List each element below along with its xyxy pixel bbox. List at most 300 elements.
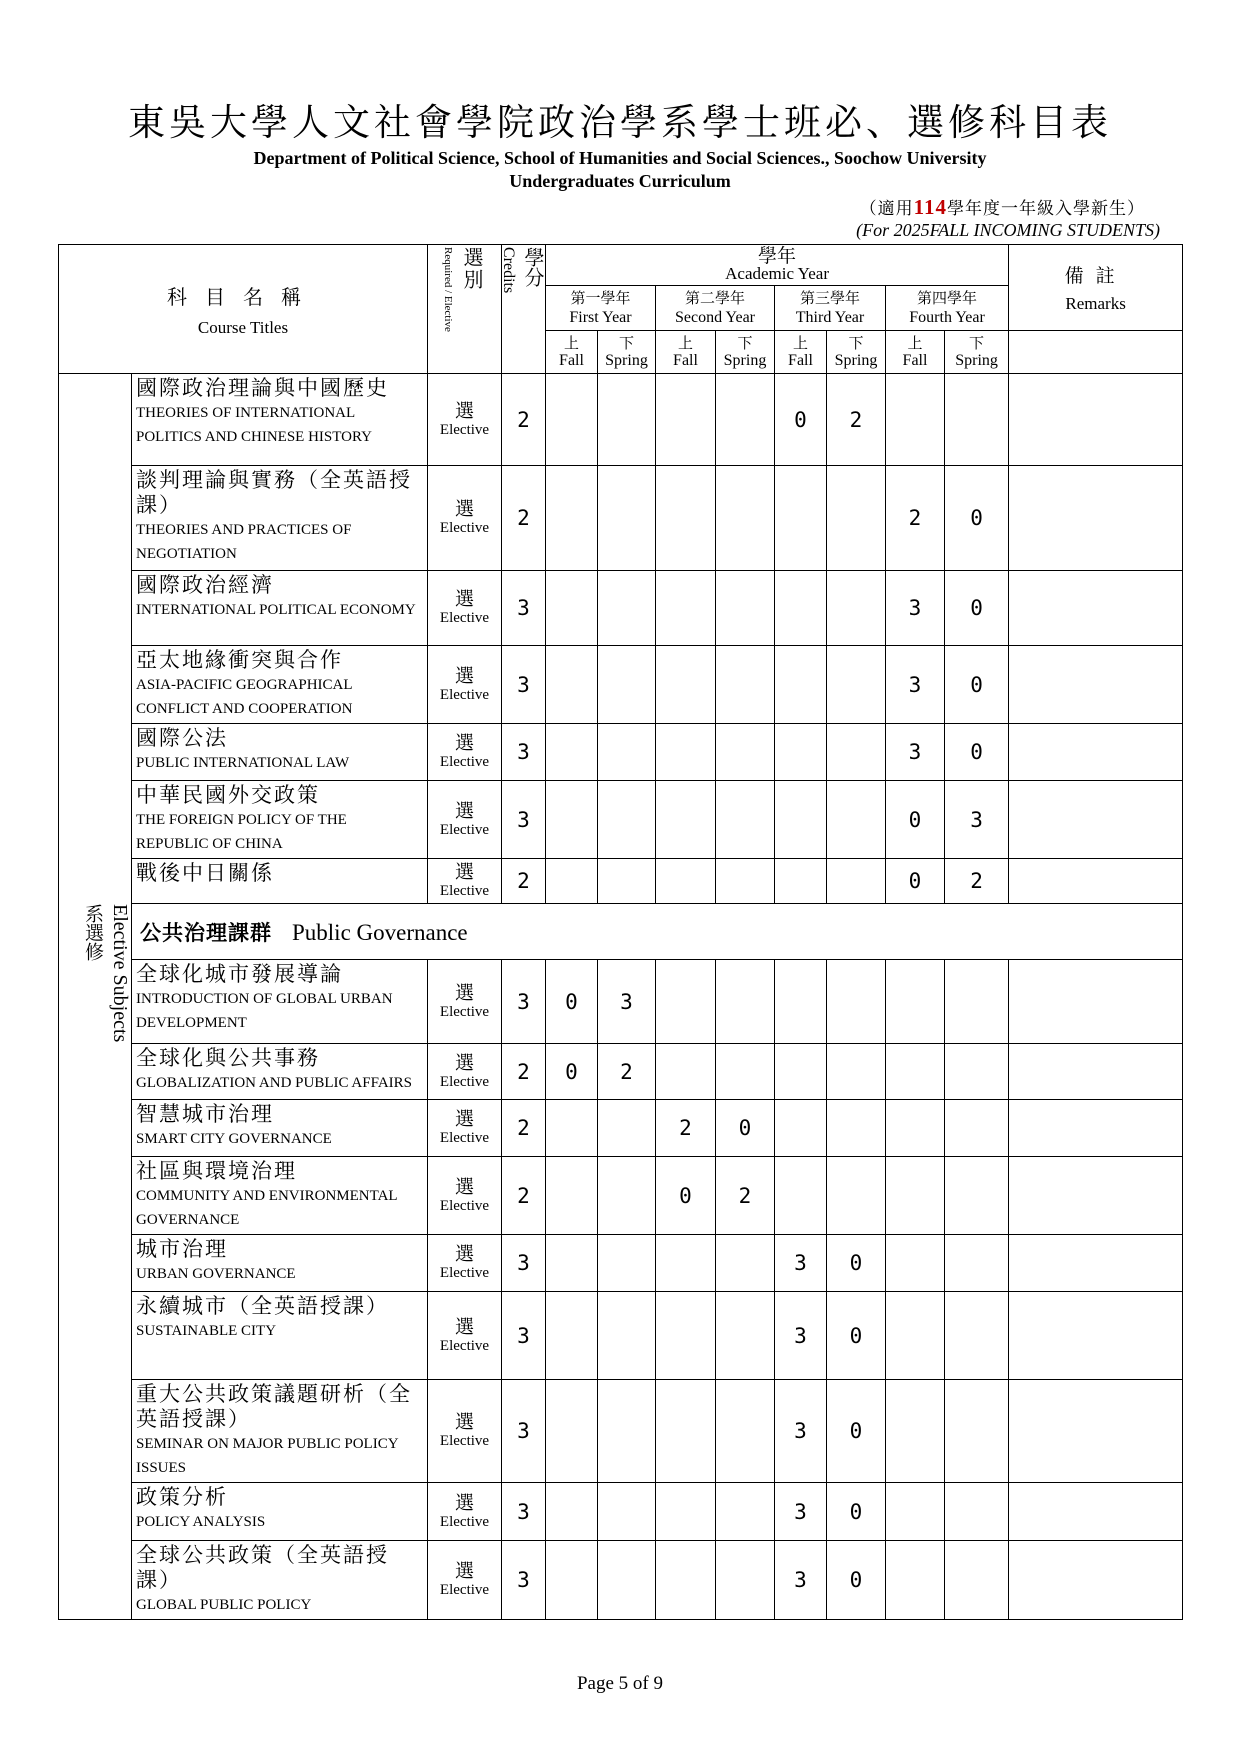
- semester-credit-cell: [656, 1483, 716, 1541]
- semester-credit-cell: [886, 1541, 945, 1620]
- semester-credit-cell: [945, 1541, 1009, 1620]
- group-title-en: Public Governance: [292, 919, 468, 945]
- course-title-en: GLOBAL PUBLIC POLICY: [136, 1597, 312, 1613]
- required-elective-header: [428, 245, 502, 374]
- course-title-zh: 戰後中日關係: [136, 861, 274, 885]
- applicability-note-en: (For 2025FALL INCOMING STUDENTS): [856, 220, 1160, 240]
- course-credits: 3: [502, 1292, 546, 1380]
- course-title-zh: 全球公共政策（全英語授課）: [136, 1543, 389, 1592]
- semester-credit-cell: 0: [827, 1380, 886, 1483]
- course-credits: 2: [502, 374, 546, 466]
- semester-credit-cell: [716, 1541, 775, 1620]
- semester-credit-cell: [945, 1100, 1009, 1157]
- applicability-note: [860, 194, 1145, 220]
- semester-credit-cell: [827, 781, 886, 859]
- semester-credit-cell: [945, 1292, 1009, 1380]
- course-type-en: Elective: [439, 1073, 490, 1090]
- semester-credit-cell: [886, 1044, 945, 1100]
- semester-header-zh: 下: [969, 334, 985, 353]
- semester-credit-cell: [598, 1483, 656, 1541]
- course-type-zh: 選: [454, 1560, 474, 1582]
- course-type-zh: 選: [454, 1411, 474, 1433]
- remarks-cell: [1009, 1292, 1183, 1380]
- course-title-cell: [132, 374, 428, 466]
- remarks-cell: [1009, 466, 1183, 571]
- course-type-cell: [428, 1100, 502, 1157]
- course-credits: 3: [502, 781, 546, 859]
- semester-credit-cell: [827, 960, 886, 1044]
- remarks-cell: [1009, 960, 1183, 1044]
- course-type-zh: 選: [454, 1243, 474, 1265]
- semester-credit-cell: [598, 1100, 656, 1157]
- semester-credit-cell: [775, 781, 827, 859]
- side-label-group: [79, 904, 131, 1042]
- semester-credit-cell: [546, 1235, 598, 1292]
- semester-credit-cell: 3: [886, 571, 945, 646]
- subtitle-line-2: Undergraduates Curriculum: [509, 171, 731, 191]
- semester-credit-cell: [827, 466, 886, 571]
- course-title-en: PUBLIC INTERNATIONAL LAW: [136, 755, 350, 771]
- course-title-cell: [132, 646, 428, 724]
- remarks-subcell: [1009, 331, 1183, 374]
- spring-header-y1: [598, 331, 656, 374]
- remarks-cell: [1009, 1157, 1183, 1235]
- course-credits: 3: [502, 571, 546, 646]
- semester-credit-cell: [775, 466, 827, 571]
- semester-credit-cell: [656, 646, 716, 724]
- course-type-en: Elective: [439, 1130, 490, 1146]
- course-type-zh: 選: [454, 1051, 474, 1074]
- course-title-cell: [132, 1100, 428, 1157]
- course-type-cell: [428, 1380, 502, 1483]
- semester-credit-cell: [827, 646, 886, 724]
- semester-credit-cell: 3: [775, 1483, 827, 1541]
- curriculum-body: [59, 245, 1183, 1620]
- course-title-cell: [132, 1380, 428, 1483]
- course-row: [59, 724, 1183, 781]
- semester-credit-cell: [945, 1380, 1009, 1483]
- semester-credit-cell: [775, 1100, 827, 1157]
- semester-credit-cell: [656, 781, 716, 859]
- course-title-en: GLOBALIZATION AND PUBLIC AFFAIRS: [136, 1075, 412, 1091]
- semester-credit-cell: 0: [656, 1157, 716, 1235]
- semester-credit-cell: [656, 1541, 716, 1620]
- course-type-zh: 選: [454, 861, 474, 883]
- applies-year: 114: [913, 195, 947, 219]
- course-type-en: Elective: [439, 821, 490, 838]
- course-type-cell: [428, 859, 502, 904]
- semester-credit-cell: [827, 1100, 886, 1157]
- academic-year-header-zh: 學年: [758, 244, 797, 267]
- semester-credit-cell: [656, 859, 716, 904]
- course-type-en: Elective: [439, 421, 490, 438]
- semester-credit-cell: 0: [945, 724, 1009, 781]
- semester-credit-cell: [716, 1380, 775, 1483]
- course-row: [59, 374, 1183, 466]
- semester-credit-cell: [716, 1483, 775, 1541]
- semester-credit-cell: [598, 466, 656, 571]
- course-title-zh: 重大公共政策議題研析（全英語授課）: [136, 1382, 412, 1431]
- spring-header-y3: [827, 331, 886, 374]
- semester-credit-cell: 0: [716, 1100, 775, 1157]
- course-credits: 2: [502, 1157, 546, 1235]
- course-type-cell: [428, 571, 502, 646]
- semester-credit-cell: [656, 724, 716, 781]
- semester-credit-cell: [598, 781, 656, 859]
- course-title-cell: [132, 1483, 428, 1541]
- course-type-cell: [428, 960, 502, 1044]
- remarks-header-en: Remarks: [1065, 294, 1126, 314]
- course-credits: 3: [502, 724, 546, 781]
- year-1-header: [546, 285, 656, 331]
- semester-credit-cell: 0: [886, 781, 945, 859]
- course-type-en: Elective: [439, 1433, 490, 1449]
- semester-credit-cell: [716, 466, 775, 571]
- semester-credit-cell: 3: [945, 781, 1009, 859]
- semester-credit-cell: [598, 1541, 656, 1620]
- semester-credit-cell: [716, 781, 775, 859]
- document-title: 東吳大學人文社會學院政治學系學士班必、選修科目表: [128, 101, 1112, 144]
- semester-credit-cell: [546, 1292, 598, 1380]
- course-type-zh: 選: [454, 981, 474, 1004]
- course-title-cell: [132, 1044, 428, 1100]
- course-type-en: Elective: [439, 754, 490, 770]
- year-4-header: [886, 285, 1009, 331]
- course-row: [59, 1044, 1183, 1100]
- course-type-cell: [428, 724, 502, 781]
- course-title-en: COMMUNITY AND ENVIRONMENTAL GOVERNANCE: [136, 1188, 398, 1228]
- subtitle-line-1: Department of Political Science, School of Humanities and Social Sciences., Soochow University: [253, 148, 987, 168]
- semester-credit-cell: [546, 1541, 598, 1620]
- course-title-zh: 中華民國外交政策: [136, 783, 320, 807]
- semester-credit-cell: [598, 646, 656, 724]
- course-title-zh: 永續城市（全英語授課）: [136, 1294, 389, 1318]
- course-title-zh: 國際公法: [136, 726, 228, 750]
- semester-credit-cell: [886, 1100, 945, 1157]
- semester-credit-cell: 0: [945, 466, 1009, 571]
- applies-suffix: 學年度一年級入學新生）: [947, 199, 1145, 219]
- year-4-en: Fourth Year: [909, 308, 985, 326]
- semester-credit-cell: 0: [827, 1483, 886, 1541]
- course-credits: 2: [502, 1044, 546, 1100]
- course-title-zh: 社區與環境治理: [136, 1159, 297, 1183]
- semester-credit-cell: [775, 859, 827, 904]
- course-type-cell: [428, 1292, 502, 1380]
- course-credits: 3: [502, 646, 546, 724]
- course-title-zh: 全球化城市發展導論: [136, 962, 343, 986]
- course-titles-header-zh: 科目名稱: [167, 284, 319, 309]
- remarks-cell: [1009, 781, 1183, 859]
- course-title-en: URBAN GOVERNANCE: [136, 1266, 296, 1282]
- semester-credit-cell: [716, 646, 775, 724]
- course-credits: 2: [502, 466, 546, 571]
- semester-header-en: Spring: [955, 352, 998, 370]
- course-title-en: ASIA-PACIFIC GEOGRAPHICAL CONFLICT AND COOPERATION: [136, 677, 353, 717]
- course-credits: 3: [502, 1380, 546, 1483]
- course-type-zh: 選: [454, 1315, 474, 1338]
- course-type-en: Elective: [439, 686, 490, 703]
- course-title-zh: 智慧城市治理: [136, 1102, 274, 1126]
- applies-prefix: （適用: [859, 199, 914, 219]
- semester-credit-cell: [886, 1380, 945, 1483]
- semester-credit-cell: [656, 1292, 716, 1380]
- semester-credit-cell: [886, 1292, 945, 1380]
- remarks-cell: [1009, 1483, 1183, 1541]
- group-title-zh: 公共治理課群: [140, 919, 272, 945]
- course-type-zh: 選: [454, 799, 474, 822]
- semester-header-en: Spring: [723, 352, 767, 370]
- semester-credit-cell: [886, 1235, 945, 1292]
- remarks-cell: [1009, 1380, 1183, 1483]
- semester-credit-cell: [716, 1235, 775, 1292]
- semester-credit-cell: 0: [945, 646, 1009, 724]
- course-type-zh: 選: [454, 399, 474, 422]
- remarks-cell: [1009, 1541, 1183, 1620]
- course-title-en: THE FOREIGN POLICY OF THE REPUBLIC OF CHINA: [136, 812, 347, 852]
- year-1-zh: 第一學年: [570, 288, 631, 307]
- semester-credit-cell: 3: [775, 1235, 827, 1292]
- course-title-en: THEORIES AND PRACTICES OF NEGOTIATION: [136, 522, 352, 562]
- semester-credit-cell: [656, 466, 716, 571]
- course-titles-header: [59, 245, 428, 374]
- credits-header-zh: 學分: [521, 247, 545, 287]
- course-title-cell: [132, 781, 428, 859]
- semester-credit-cell: [546, 724, 598, 781]
- semester-credit-cell: [945, 960, 1009, 1044]
- fall-header-y3: [775, 331, 827, 374]
- semester-credit-cell: [546, 1380, 598, 1483]
- side-label-zh: 系選修: [82, 904, 103, 961]
- course-title-en: POLICY ANALYSIS: [136, 1514, 266, 1530]
- semester-credit-cell: 2: [827, 374, 886, 466]
- course-row: [59, 1541, 1183, 1620]
- remarks-cell: [1009, 1100, 1183, 1157]
- credits-header-en: Credits: [500, 247, 517, 294]
- semester-credit-cell: [716, 571, 775, 646]
- semester-credit-cell: [886, 1483, 945, 1541]
- semester-credit-cell: 3: [775, 1541, 827, 1620]
- semester-credit-cell: [656, 960, 716, 1044]
- semester-credit-cell: 0: [827, 1541, 886, 1620]
- course-type-en: Elective: [439, 1197, 490, 1214]
- course-type-zh: 選: [454, 498, 474, 520]
- remarks-cell: [1009, 374, 1183, 466]
- course-type-en: Elective: [439, 883, 490, 899]
- semester-header-zh: 下: [618, 334, 634, 353]
- semester-credit-cell: [827, 1157, 886, 1235]
- academic-year-header-en: Academic Year: [725, 263, 829, 283]
- course-title-cell: [132, 859, 428, 904]
- course-type-en: Elective: [439, 520, 490, 536]
- course-title-zh: 國際政治理論與中國歷史: [136, 376, 389, 400]
- course-type-zh: 選: [454, 732, 474, 754]
- semester-credit-cell: [716, 859, 775, 904]
- year-4-zh: 第四學年: [917, 288, 978, 307]
- semester-credit-cell: 0: [775, 374, 827, 466]
- remarks-header: [1009, 245, 1183, 331]
- semester-credit-cell: [598, 1292, 656, 1380]
- semester-credit-cell: [716, 960, 775, 1044]
- course-type-zh: 選: [454, 1175, 474, 1198]
- course-credits: 3: [502, 960, 546, 1044]
- remarks-header-zh: 備註: [1064, 265, 1127, 288]
- semester-header-en: Spring: [605, 352, 648, 370]
- course-type-cell: [428, 781, 502, 859]
- semester-credit-cell: [598, 571, 656, 646]
- fall-header-y1: [546, 331, 598, 374]
- course-type-zh: 選: [454, 1491, 474, 1514]
- semester-credit-cell: 3: [886, 724, 945, 781]
- spring-header-y2: [716, 331, 775, 374]
- course-type-cell: [428, 1541, 502, 1620]
- semester-header-zh: 上: [792, 334, 808, 353]
- document-subtitle: [0, 147, 1240, 193]
- semester-credit-cell: 3: [886, 646, 945, 724]
- semester-credit-cell: 3: [775, 1292, 827, 1380]
- semester-credit-cell: [775, 724, 827, 781]
- course-title-cell: [132, 1235, 428, 1292]
- semester-credit-cell: [598, 1235, 656, 1292]
- course-title-zh: 談判理論與實務（全英語授課）: [136, 468, 412, 517]
- course-credits: 2: [502, 859, 546, 904]
- semester-credit-cell: 2: [716, 1157, 775, 1235]
- credits-header: [502, 245, 546, 374]
- semester-credit-cell: 0: [546, 1044, 598, 1100]
- course-title-en: SEMINAR ON MAJOR PUBLIC POLICY ISSUES: [136, 1436, 398, 1476]
- course-title-cell: [132, 724, 428, 781]
- semester-credit-cell: [546, 1157, 598, 1235]
- semester-credit-cell: [886, 374, 945, 466]
- semester-header-en: Fall: [902, 352, 928, 370]
- semester-credit-cell: [945, 1044, 1009, 1100]
- course-credits: 3: [502, 1483, 546, 1541]
- course-type-en: Elective: [439, 1265, 490, 1281]
- semester-credit-cell: [546, 1483, 598, 1541]
- course-row: [59, 1483, 1183, 1541]
- course-row: [59, 466, 1183, 571]
- semester-credit-cell: [716, 1292, 775, 1380]
- semester-credit-cell: [598, 1157, 656, 1235]
- semester-credit-cell: [546, 646, 598, 724]
- semester-credit-cell: 0: [945, 571, 1009, 646]
- semester-credit-cell: 0: [886, 859, 945, 904]
- course-row: [59, 781, 1183, 859]
- course-title-zh: 城市治理: [136, 1237, 228, 1261]
- course-title-cell: [132, 960, 428, 1044]
- semester-credit-cell: [827, 859, 886, 904]
- side-label-en: Elective Subjects: [109, 904, 131, 1043]
- course-row: [59, 571, 1183, 646]
- year-2-header: [656, 285, 775, 331]
- course-title-en: THEORIES OF INTERNATIONAL POLITICS AND CHINESE HISTORY: [136, 405, 372, 445]
- semester-credit-cell: [716, 724, 775, 781]
- year-2-en: Second Year: [675, 308, 755, 326]
- course-title-cell: [132, 466, 428, 571]
- semester-credit-cell: 2: [598, 1044, 656, 1100]
- year-3-zh: 第三學年: [799, 288, 860, 307]
- course-type-en: Elective: [439, 1337, 490, 1354]
- course-type-cell: [428, 1157, 502, 1235]
- remarks-cell: [1009, 646, 1183, 724]
- course-title-zh: 政策分析: [136, 1485, 228, 1509]
- course-type-cell: [428, 1044, 502, 1100]
- semester-credit-cell: [546, 859, 598, 904]
- course-credits: 3: [502, 1541, 546, 1620]
- remarks-cell: [1009, 1235, 1183, 1292]
- semester-credit-cell: [827, 1044, 886, 1100]
- curriculum-table: [58, 244, 1183, 1620]
- semester-credit-cell: [656, 1380, 716, 1483]
- semester-header-en: Fall: [673, 352, 698, 370]
- course-row: [59, 859, 1183, 904]
- semester-credit-cell: 3: [598, 960, 656, 1044]
- course-row: [59, 1380, 1183, 1483]
- course-type-zh: 選: [454, 664, 474, 687]
- semester-header-zh: 下: [737, 334, 753, 353]
- semester-credit-cell: [656, 571, 716, 646]
- semester-credit-cell: [598, 724, 656, 781]
- semester-credit-cell: [886, 1157, 945, 1235]
- course-title-zh: 全球化與公共事務: [136, 1046, 320, 1070]
- course-title-cell: [132, 1292, 428, 1380]
- semester-credit-cell: [598, 1380, 656, 1483]
- semester-credit-cell: 2: [945, 859, 1009, 904]
- semester-header-en: Fall: [788, 352, 813, 370]
- course-titles-header-en: Course Titles: [197, 317, 289, 337]
- elective-subjects-side-label: [59, 374, 132, 1620]
- remarks-cell: [1009, 1044, 1183, 1100]
- course-credits: 3: [502, 1235, 546, 1292]
- semester-credit-cell: [546, 374, 598, 466]
- semester-credit-cell: [546, 1100, 598, 1157]
- course-title-en: INTERNATIONAL POLITICAL ECONOMY: [136, 602, 416, 618]
- year-3-header: [775, 285, 886, 331]
- semester-credit-cell: [656, 1044, 716, 1100]
- semester-credit-cell: [656, 1235, 716, 1292]
- semester-credit-cell: [716, 374, 775, 466]
- semester-header-zh: 上: [677, 334, 693, 353]
- course-title-cell: [132, 571, 428, 646]
- course-credits: 2: [502, 1100, 546, 1157]
- course-type-en: Elective: [439, 1582, 490, 1598]
- course-type-en: Elective: [439, 1513, 490, 1530]
- semester-credit-cell: [546, 781, 598, 859]
- semester-credit-cell: [775, 1044, 827, 1100]
- semester-credit-cell: [716, 1044, 775, 1100]
- course-row: [59, 1292, 1183, 1380]
- semester-credit-cell: [945, 1235, 1009, 1292]
- spring-header-y4: [945, 331, 1009, 374]
- remarks-cell: [1009, 571, 1183, 646]
- course-title-en: SUSTAINABLE CITY: [136, 1323, 277, 1339]
- semester-header-zh: 下: [848, 334, 864, 353]
- semester-header-zh: 上: [563, 334, 579, 353]
- required-elective-header-en: Required / Elective: [442, 247, 454, 332]
- course-row: [59, 646, 1183, 724]
- course-title-en: INTRODUCTION OF GLOBAL URBAN DEVELOPMENT: [136, 991, 393, 1031]
- course-title-en: SMART CITY GOVERNANCE: [136, 1131, 332, 1147]
- course-title-cell: [132, 1157, 428, 1235]
- semester-credit-cell: [886, 960, 945, 1044]
- course-row: [59, 1157, 1183, 1235]
- semester-credit-cell: [775, 646, 827, 724]
- semester-credit-cell: [775, 1157, 827, 1235]
- course-title-zh: 亞太地緣衝突與合作: [136, 648, 343, 672]
- year-2-zh: 第二學年: [684, 288, 745, 307]
- semester-credit-cell: [656, 374, 716, 466]
- course-group-row: [59, 904, 1183, 960]
- semester-header-zh: 上: [907, 334, 923, 353]
